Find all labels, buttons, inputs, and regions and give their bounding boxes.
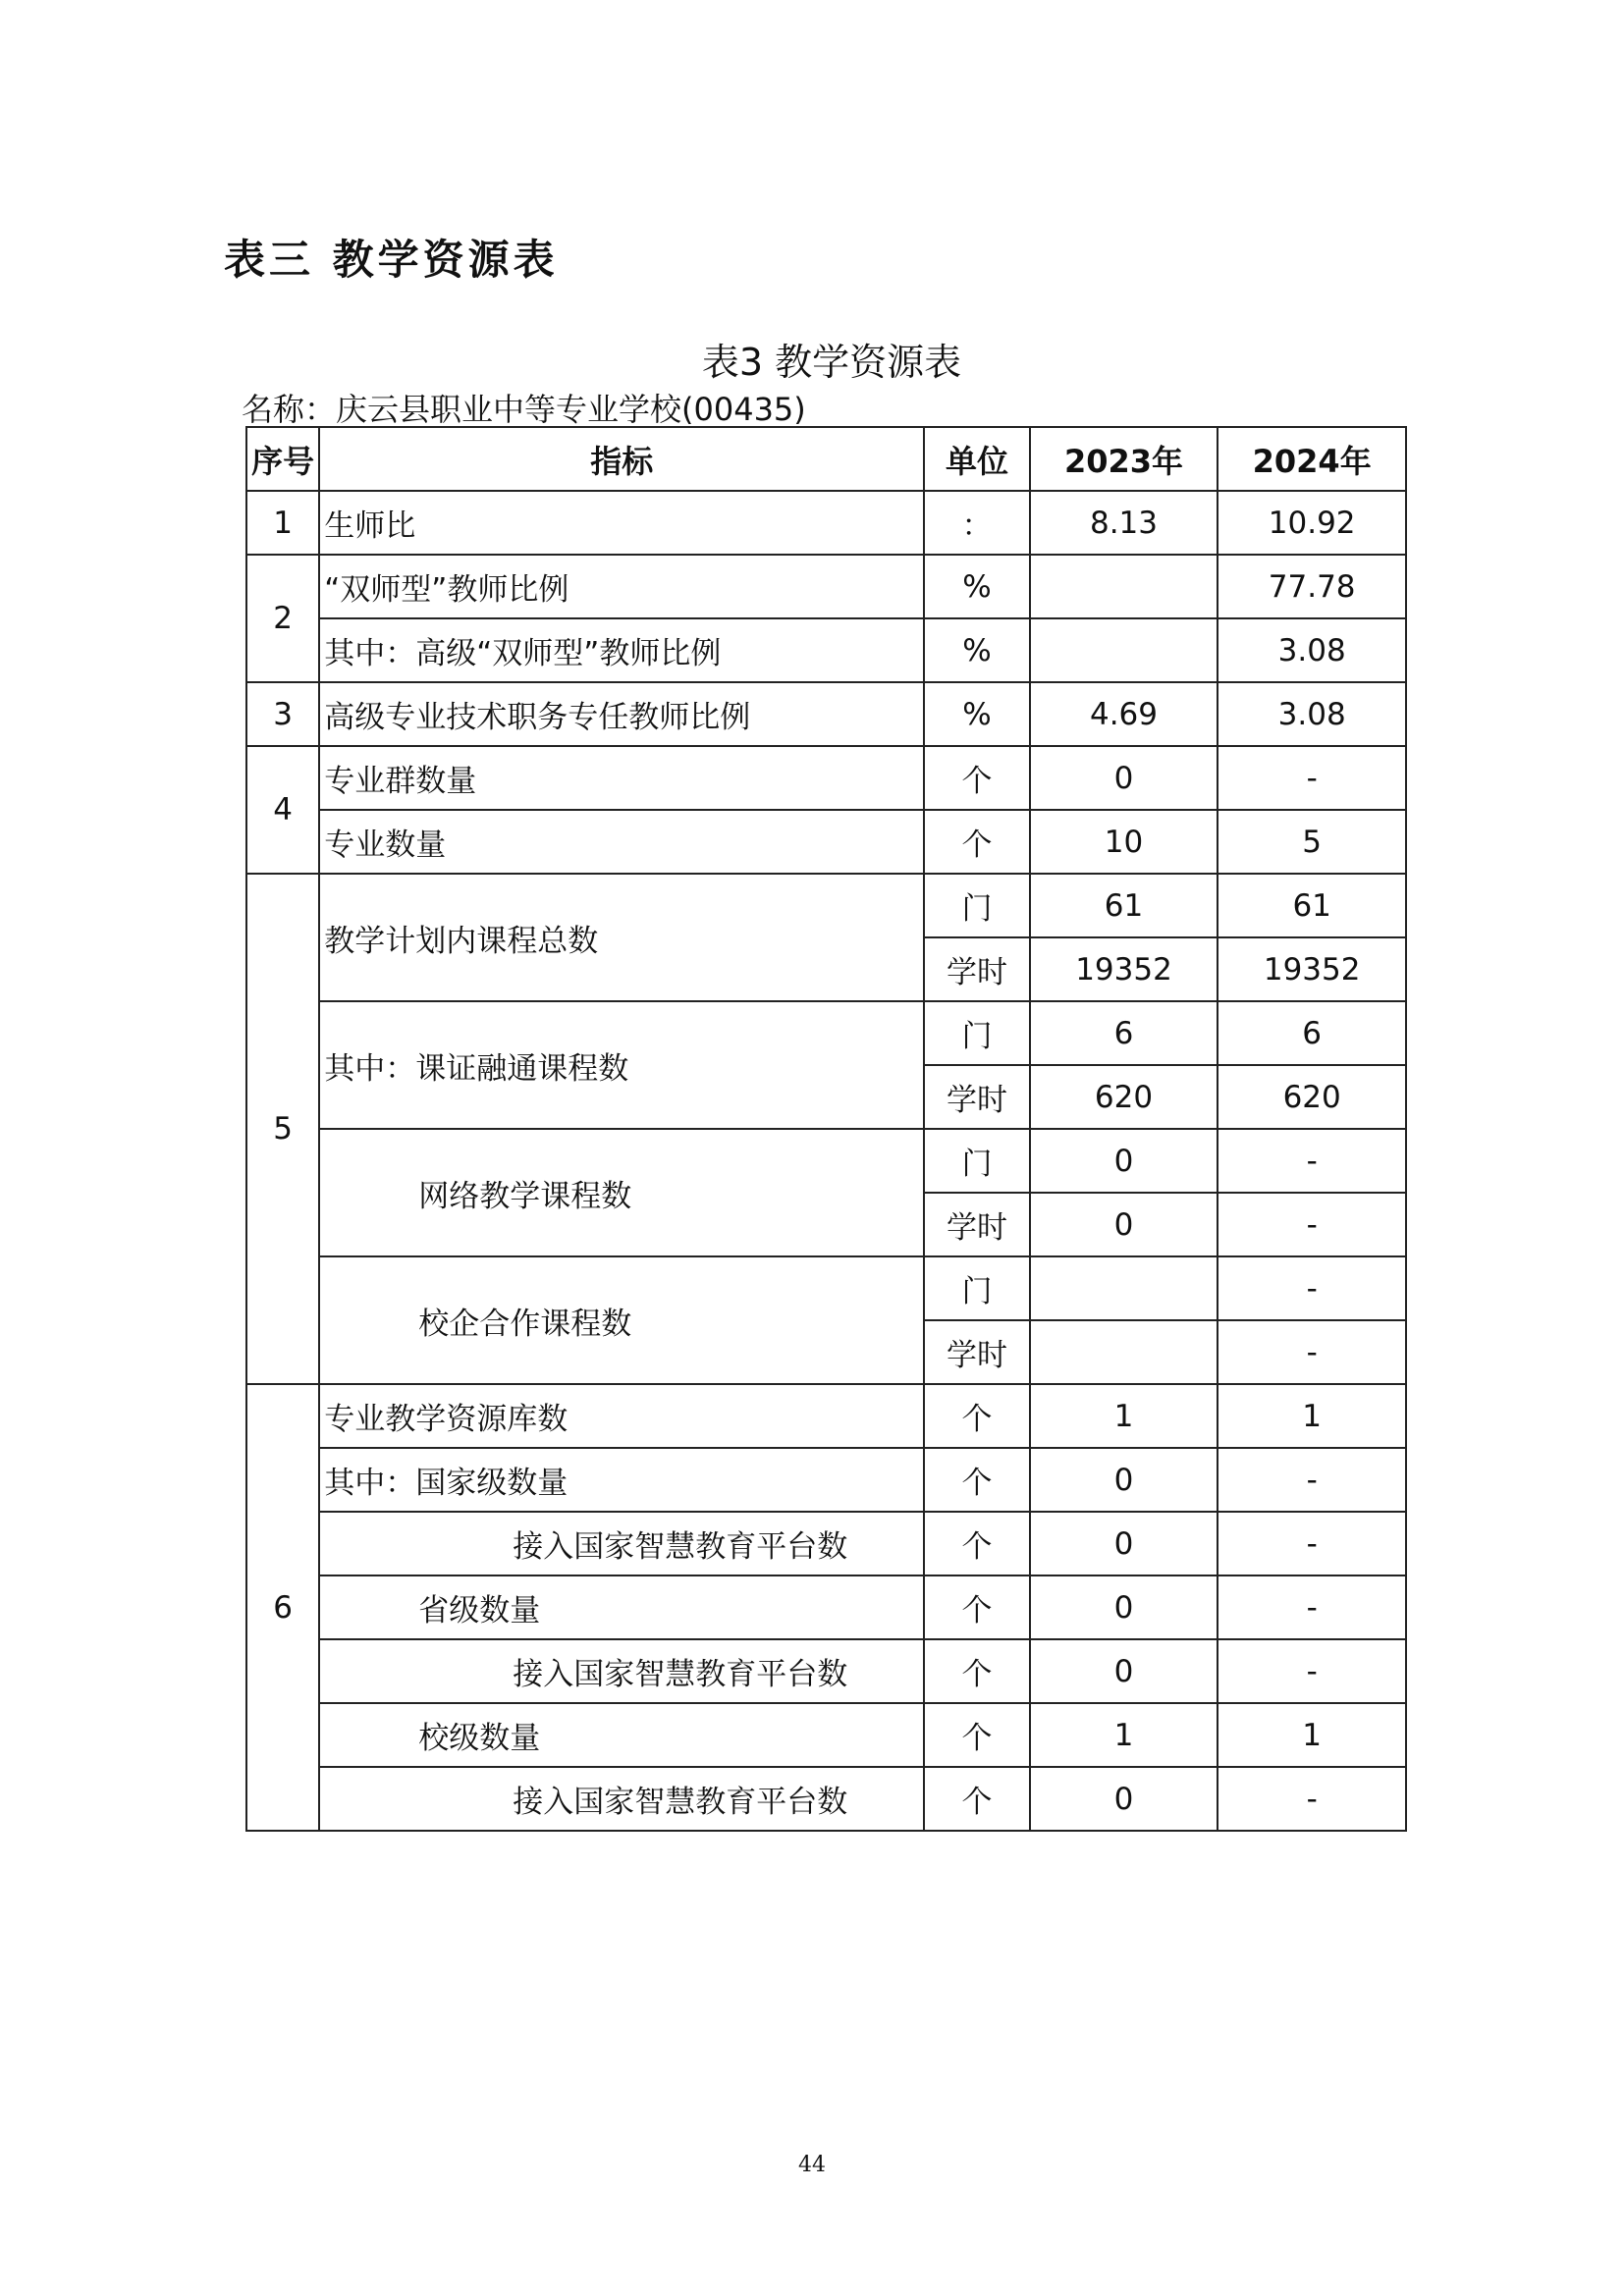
row-unit: 个 — [924, 1767, 1029, 1831]
row-no: 6 — [246, 1384, 319, 1831]
header-2023: 2023年 — [1030, 427, 1218, 491]
row-unit: 学时 — [924, 1065, 1029, 1129]
row-indicator: “双师型”教师比例 — [319, 555, 924, 618]
row-indicator: 其中：高级“双师型”教师比例 — [319, 618, 924, 682]
table-row — [246, 874, 1406, 937]
row-unit: 个 — [924, 1575, 1029, 1639]
row-no: 5 — [246, 874, 319, 1384]
row-2024: - — [1218, 1575, 1406, 1639]
table-row — [246, 1129, 1406, 1193]
row-2023: 19352 — [1030, 937, 1218, 1001]
table-row — [246, 682, 1406, 746]
row-2024: 620 — [1218, 1065, 1406, 1129]
row-indicator: 其中：课证融通课程数 — [319, 1001, 924, 1129]
row-2023: 620 — [1030, 1065, 1218, 1129]
row-indicator: 校企合作课程数 — [319, 1256, 924, 1384]
row-2024: - — [1218, 1639, 1406, 1703]
row-2023: 0 — [1030, 1767, 1218, 1831]
table-row — [246, 810, 1406, 874]
row-2024: 5 — [1218, 810, 1406, 874]
row-unit: 个 — [924, 1639, 1029, 1703]
row-2023: 4.69 — [1030, 682, 1218, 746]
row-2023: 61 — [1030, 874, 1218, 937]
table-row — [246, 1639, 1406, 1703]
page-number: 44 — [798, 2153, 826, 2177]
header-unit: 单位 — [924, 427, 1029, 491]
table-row — [246, 1767, 1406, 1831]
row-2023 — [1030, 555, 1218, 618]
table-row — [246, 555, 1406, 618]
row-2023: 0 — [1030, 1575, 1218, 1639]
row-2023: 8.13 — [1030, 491, 1218, 555]
table-row — [246, 1575, 1406, 1639]
row-indicator: 教学计划内课程总数 — [319, 874, 924, 1001]
table-title-text: 表3 教学资源表 — [701, 341, 962, 384]
row-2024: 19352 — [1218, 937, 1406, 1001]
row-unit: 学时 — [924, 937, 1029, 1001]
row-no: 1 — [246, 491, 319, 555]
row-2023: 0 — [1030, 1512, 1218, 1575]
row-2024: - — [1218, 1320, 1406, 1384]
row-unit: 个 — [924, 746, 1029, 810]
row-indicator: 高级专业技术职务专任教师比例 — [319, 682, 924, 746]
table-row — [246, 491, 1406, 555]
row-2024: - — [1218, 746, 1406, 810]
section-heading: 表三 教学资源表 — [224, 236, 559, 284]
row-2024: 61 — [1218, 874, 1406, 937]
row-2024: 3.08 — [1218, 618, 1406, 682]
row-2023 — [1030, 1256, 1218, 1320]
school-name: 名称：庆云县职业中等专业学校(00435) — [242, 391, 806, 428]
row-unit: % — [924, 555, 1029, 618]
row-unit: 个 — [924, 1512, 1029, 1575]
table-row — [246, 1256, 1406, 1320]
row-2023: 0 — [1030, 1129, 1218, 1193]
row-2024: - — [1218, 1256, 1406, 1320]
row-unit: 学时 — [924, 1193, 1029, 1256]
row-unit: % — [924, 618, 1029, 682]
header-no: 序号 — [246, 427, 319, 491]
row-unit: 个 — [924, 1448, 1029, 1512]
header-2024: 2024年 — [1218, 427, 1406, 491]
row-2024: 3.08 — [1218, 682, 1406, 746]
row-unit: 个 — [924, 810, 1029, 874]
row-indicator: 接入国家智慧教育平台数 — [319, 1767, 924, 1831]
row-2024: 77.78 — [1218, 555, 1406, 618]
row-no: 3 — [246, 682, 319, 746]
row-unit: 个 — [924, 1384, 1029, 1448]
row-2023: 1 — [1030, 1384, 1218, 1448]
row-indicator: 专业群数量 — [319, 746, 924, 810]
row-unit: 门 — [924, 1256, 1029, 1320]
row-2024: - — [1218, 1193, 1406, 1256]
table-title — [0, 332, 1624, 386]
table-row — [246, 1384, 1406, 1448]
teaching-resources-table — [245, 426, 1407, 1832]
row-2024: - — [1218, 1512, 1406, 1575]
row-unit: 门 — [924, 874, 1029, 937]
row-2023 — [1030, 1320, 1218, 1384]
row-unit: 门 — [924, 1129, 1029, 1193]
row-indicator: 校级数量 — [319, 1703, 924, 1767]
row-indicator: 省级数量 — [319, 1575, 924, 1639]
row-2024: 1 — [1218, 1384, 1406, 1448]
header-indicator: 指标 — [319, 427, 924, 491]
table-row — [246, 618, 1406, 682]
table-row — [246, 1512, 1406, 1575]
row-2024: 1 — [1218, 1703, 1406, 1767]
row-unit: 个 — [924, 1703, 1029, 1767]
row-2024: 10.92 — [1218, 491, 1406, 555]
row-2023 — [1030, 618, 1218, 682]
row-indicator: 生师比 — [319, 491, 924, 555]
row-2023: 0 — [1030, 1448, 1218, 1512]
row-2023: 1 — [1030, 1703, 1218, 1767]
row-unit: 学时 — [924, 1320, 1029, 1384]
row-unit: % — [924, 682, 1029, 746]
row-2023: 0 — [1030, 1639, 1218, 1703]
row-unit: ： — [924, 491, 1029, 555]
row-no: 4 — [246, 746, 319, 874]
row-indicator: 接入国家智慧教育平台数 — [319, 1512, 924, 1575]
table-row — [246, 1703, 1406, 1767]
row-2024: - — [1218, 1448, 1406, 1512]
table-row — [246, 746, 1406, 810]
row-indicator: 其中：国家级数量 — [319, 1448, 924, 1512]
table-row — [246, 1001, 1406, 1065]
row-indicator: 专业教学资源库数 — [319, 1384, 924, 1448]
row-2024: - — [1218, 1767, 1406, 1831]
row-unit: 门 — [924, 1001, 1029, 1065]
row-indicator: 接入国家智慧教育平台数 — [319, 1639, 924, 1703]
row-no: 2 — [246, 555, 319, 682]
table-header-row — [246, 427, 1406, 491]
row-2023: 0 — [1030, 746, 1218, 810]
table-row — [246, 1448, 1406, 1512]
row-2024: 6 — [1218, 1001, 1406, 1065]
row-2024: - — [1218, 1129, 1406, 1193]
row-indicator: 专业数量 — [319, 810, 924, 874]
row-2023: 10 — [1030, 810, 1218, 874]
row-indicator: 网络教学课程数 — [319, 1129, 924, 1256]
row-2023: 6 — [1030, 1001, 1218, 1065]
row-2023: 0 — [1030, 1193, 1218, 1256]
